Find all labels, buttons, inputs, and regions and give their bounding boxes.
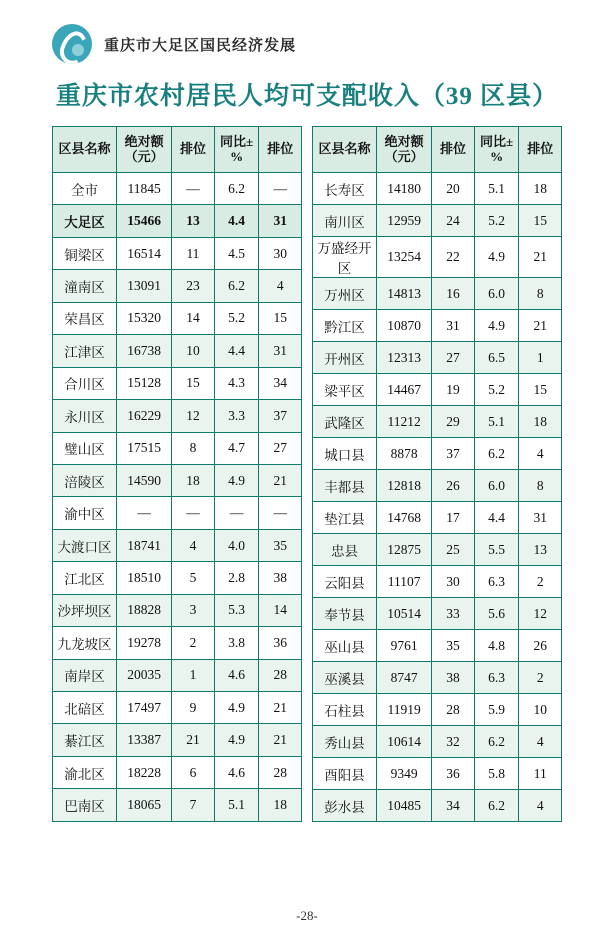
cell-absolute-value: 17515 xyxy=(116,432,171,464)
cell-district-name: 忠县 xyxy=(313,534,377,566)
cell-district-name: 彭水县 xyxy=(313,790,377,822)
column-header-rank: 排位 xyxy=(172,127,215,173)
cell-yoy: 6.0 xyxy=(474,470,519,502)
cell-district-name: 城口县 xyxy=(313,438,377,470)
cell-absolute-value: 15128 xyxy=(116,367,171,399)
cell-rank: 11 xyxy=(172,237,215,269)
cell-rank: 23 xyxy=(172,270,215,302)
cell-yoy-rank: 28 xyxy=(259,756,302,788)
cell-yoy: 4.8 xyxy=(474,630,519,662)
table-row xyxy=(53,302,302,334)
column-header-name: 区县名称 xyxy=(313,127,377,173)
organization-name: 重庆市大足区国民经济发展 xyxy=(104,37,297,54)
cell-district-name: 万盛经开区 xyxy=(313,237,377,278)
cell-yoy-rank: 4 xyxy=(259,270,302,302)
cell-yoy-rank: 31 xyxy=(259,335,302,367)
cell-yoy-rank: 12 xyxy=(519,598,562,630)
cell-yoy-rank: 15 xyxy=(259,302,302,334)
cell-district-name: 石柱县 xyxy=(313,694,377,726)
cell-rank: — xyxy=(172,497,215,529)
cell-absolute-value: 12313 xyxy=(376,342,431,374)
cell-yoy: 6.2 xyxy=(214,270,259,302)
table-row xyxy=(53,562,302,594)
table-row xyxy=(53,529,302,561)
cell-yoy: — xyxy=(214,497,259,529)
cell-rank: 7 xyxy=(172,789,215,822)
cell-rank: 18 xyxy=(172,464,215,496)
cell-absolute-value: 11107 xyxy=(376,566,431,598)
tables-container xyxy=(0,126,614,822)
cell-absolute-value: 12875 xyxy=(376,534,431,566)
cell-yoy: 4.9 xyxy=(214,692,259,724)
cell-district-name: 垫江县 xyxy=(313,502,377,534)
cell-rank: 33 xyxy=(432,598,475,630)
column-header-yoy: 同比±% xyxy=(474,127,519,173)
cell-yoy-rank: 4 xyxy=(519,790,562,822)
cell-rank: 2 xyxy=(172,627,215,659)
cell-yoy-rank: 15 xyxy=(519,205,562,237)
cell-district-name: 黔江区 xyxy=(313,310,377,342)
cell-district-name: 开州区 xyxy=(313,342,377,374)
cell-rank: 21 xyxy=(172,724,215,756)
cell-rank: 24 xyxy=(432,205,475,237)
cell-yoy: 6.2 xyxy=(214,173,259,205)
cell-rank: 38 xyxy=(432,662,475,694)
cell-yoy-rank: 11 xyxy=(519,758,562,790)
cell-rank: 6 xyxy=(172,756,215,788)
cell-yoy-rank: 21 xyxy=(259,464,302,496)
cell-yoy: 4.9 xyxy=(214,464,259,496)
table-row xyxy=(313,374,562,406)
cell-yoy: 3.8 xyxy=(214,627,259,659)
cell-yoy-rank: 18 xyxy=(519,406,562,438)
cell-yoy-rank: 13 xyxy=(519,534,562,566)
cell-absolute-value: 13387 xyxy=(116,724,171,756)
cell-rank: 13 xyxy=(172,205,215,237)
cell-district-name: 渝北区 xyxy=(53,756,117,788)
cell-district-name: 綦江区 xyxy=(53,724,117,756)
cell-absolute-value: 16738 xyxy=(116,335,171,367)
cell-yoy: 5.1 xyxy=(474,406,519,438)
table-header-row xyxy=(313,127,562,173)
cell-yoy: 5.6 xyxy=(474,598,519,630)
cell-yoy: 5.3 xyxy=(214,594,259,626)
cell-yoy-rank: 34 xyxy=(259,367,302,399)
cell-rank: 35 xyxy=(432,630,475,662)
cell-rank: 4 xyxy=(172,529,215,561)
cell-absolute-value: 18828 xyxy=(116,594,171,626)
cell-absolute-value: 11845 xyxy=(116,173,171,205)
cell-district-name: 璧山区 xyxy=(53,432,117,464)
cell-yoy: 6.2 xyxy=(474,790,519,822)
cell-yoy: 5.2 xyxy=(474,374,519,406)
left-data-table xyxy=(52,126,302,822)
cell-district-name: 云阳县 xyxy=(313,566,377,598)
cell-rank: 9 xyxy=(172,692,215,724)
cell-yoy-rank: 31 xyxy=(519,502,562,534)
cell-yoy: 4.0 xyxy=(214,529,259,561)
cell-absolute-value: 14590 xyxy=(116,464,171,496)
cell-yoy-rank: 18 xyxy=(259,789,302,822)
cell-absolute-value: 10514 xyxy=(376,598,431,630)
cell-yoy: 4.4 xyxy=(214,205,259,237)
table-row xyxy=(313,205,562,237)
cell-yoy: 4.9 xyxy=(214,724,259,756)
cell-rank: 17 xyxy=(432,502,475,534)
cell-yoy: 4.9 xyxy=(474,237,519,278)
cell-district-name: 大渡口区 xyxy=(53,529,117,561)
cell-district-name: 酉阳县 xyxy=(313,758,377,790)
cell-absolute-value: 9349 xyxy=(376,758,431,790)
water-drop-circle-icon xyxy=(52,24,92,64)
cell-yoy-rank: 21 xyxy=(519,310,562,342)
cell-rank: 19 xyxy=(432,374,475,406)
cell-rank: 3 xyxy=(172,594,215,626)
cell-yoy-rank: 35 xyxy=(259,529,302,561)
column-header-rank2: 排位 xyxy=(519,127,562,173)
cell-absolute-value: 11212 xyxy=(376,406,431,438)
table-row xyxy=(313,470,562,502)
cell-absolute-value: 18065 xyxy=(116,789,171,822)
table-row xyxy=(53,756,302,788)
cell-rank: 12 xyxy=(172,400,215,432)
page-number: -28- xyxy=(296,908,318,923)
cell-yoy-rank: 1 xyxy=(519,342,562,374)
cell-district-name: 丰都县 xyxy=(313,470,377,502)
cell-rank: 30 xyxy=(432,566,475,598)
table-row xyxy=(53,432,302,464)
table-row xyxy=(313,310,562,342)
cell-yoy: 5.2 xyxy=(214,302,259,334)
cell-rank: 15 xyxy=(172,367,215,399)
cell-yoy-rank: 31 xyxy=(259,205,302,237)
cell-yoy: 4.6 xyxy=(214,659,259,691)
table-row xyxy=(53,497,302,529)
table-row xyxy=(53,367,302,399)
right-data-table xyxy=(312,126,562,822)
table-row xyxy=(313,438,562,470)
cell-district-name: 奉节县 xyxy=(313,598,377,630)
cell-absolute-value: 12818 xyxy=(376,470,431,502)
cell-absolute-value: 10485 xyxy=(376,790,431,822)
cell-district-name: 秀山县 xyxy=(313,726,377,758)
cell-district-name: 大足区 xyxy=(53,205,117,237)
table-row xyxy=(53,627,302,659)
cell-yoy-rank: 4 xyxy=(519,726,562,758)
cell-district-name: 南川区 xyxy=(313,205,377,237)
cell-absolute-value: 14813 xyxy=(376,278,431,310)
table-row xyxy=(313,502,562,534)
cell-district-name: 永川区 xyxy=(53,400,117,432)
cell-yoy: 6.2 xyxy=(474,438,519,470)
cell-absolute-value: 11919 xyxy=(376,694,431,726)
table-row xyxy=(313,758,562,790)
cell-district-name: 全市 xyxy=(53,173,117,205)
table-row xyxy=(313,598,562,630)
cell-absolute-value: 13254 xyxy=(376,237,431,278)
table-row xyxy=(53,659,302,691)
cell-absolute-value: 18741 xyxy=(116,529,171,561)
right-table-body xyxy=(313,173,562,822)
table-row xyxy=(53,335,302,367)
cell-rank: 1 xyxy=(172,659,215,691)
cell-absolute-value: 10870 xyxy=(376,310,431,342)
cell-district-name: 南岸区 xyxy=(53,659,117,691)
table-row xyxy=(53,692,302,724)
cell-district-name: 沙坪坝区 xyxy=(53,594,117,626)
cell-yoy-rank: — xyxy=(259,173,302,205)
cell-yoy-rank: 21 xyxy=(259,724,302,756)
cell-rank: 37 xyxy=(432,438,475,470)
cell-district-name: 北碚区 xyxy=(53,692,117,724)
cell-yoy-rank: 21 xyxy=(259,692,302,724)
cell-absolute-value: 16229 xyxy=(116,400,171,432)
table-row xyxy=(313,173,562,205)
cell-yoy-rank: 15 xyxy=(519,374,562,406)
cell-yoy-rank: 18 xyxy=(519,173,562,205)
cell-district-name: 合川区 xyxy=(53,367,117,399)
cell-absolute-value: 14467 xyxy=(376,374,431,406)
cell-yoy: 5.9 xyxy=(474,694,519,726)
cell-rank: 16 xyxy=(432,278,475,310)
table-row xyxy=(313,406,562,438)
table-row xyxy=(53,464,302,496)
column-header-rank2: 排位 xyxy=(259,127,302,173)
cell-yoy: 4.5 xyxy=(214,237,259,269)
cell-district-name: 九龙坡区 xyxy=(53,627,117,659)
cell-absolute-value: 13091 xyxy=(116,270,171,302)
cell-absolute-value: 15466 xyxy=(116,205,171,237)
cell-district-name: 梁平区 xyxy=(313,374,377,406)
cell-district-name: 巫山县 xyxy=(313,630,377,662)
cell-district-name: 荣昌区 xyxy=(53,302,117,334)
cell-district-name: 江津区 xyxy=(53,335,117,367)
column-header-name: 区县名称 xyxy=(53,127,117,173)
cell-absolute-value: 17497 xyxy=(116,692,171,724)
cell-rank: 28 xyxy=(432,694,475,726)
cell-absolute-value: 18510 xyxy=(116,562,171,594)
cell-absolute-value: 20035 xyxy=(116,659,171,691)
cell-yoy-rank: 30 xyxy=(259,237,302,269)
cell-yoy-rank: 2 xyxy=(519,566,562,598)
cell-district-name: 铜梁区 xyxy=(53,237,117,269)
table-row xyxy=(53,400,302,432)
cell-rank: 10 xyxy=(172,335,215,367)
cell-yoy-rank: 38 xyxy=(259,562,302,594)
cell-district-name: 潼南区 xyxy=(53,270,117,302)
table-row xyxy=(313,534,562,566)
cell-yoy: 6.2 xyxy=(474,726,519,758)
cell-yoy-rank: 4 xyxy=(519,438,562,470)
cell-yoy-rank: 8 xyxy=(519,278,562,310)
table-row xyxy=(313,237,562,278)
table-row xyxy=(313,726,562,758)
cell-yoy-rank: 27 xyxy=(259,432,302,464)
cell-district-name: 武隆区 xyxy=(313,406,377,438)
cell-yoy-rank: 8 xyxy=(519,470,562,502)
cell-yoy: 2.8 xyxy=(214,562,259,594)
cell-absolute-value: 16514 xyxy=(116,237,171,269)
cell-yoy-rank: — xyxy=(259,497,302,529)
page-title: 重庆市农村居民人均可支配收入（39 区县） xyxy=(55,83,559,110)
cell-rank: 32 xyxy=(432,726,475,758)
cell-district-name: 万州区 xyxy=(313,278,377,310)
cell-rank: 25 xyxy=(432,534,475,566)
cell-yoy: 4.4 xyxy=(214,335,259,367)
table-row xyxy=(313,278,562,310)
cell-absolute-value: 8747 xyxy=(376,662,431,694)
cell-yoy: 5.1 xyxy=(214,789,259,822)
cell-yoy-rank: 28 xyxy=(259,659,302,691)
cell-yoy: 4.9 xyxy=(474,310,519,342)
cell-absolute-value: 12959 xyxy=(376,205,431,237)
cell-yoy: 6.3 xyxy=(474,566,519,598)
cell-yoy: 5.8 xyxy=(474,758,519,790)
cell-district-name: 巴南区 xyxy=(53,789,117,822)
cell-yoy: 4.7 xyxy=(214,432,259,464)
cell-absolute-value: 14768 xyxy=(376,502,431,534)
cell-rank: 27 xyxy=(432,342,475,374)
cell-yoy: 4.6 xyxy=(214,756,259,788)
column-header-absolute: 绝对额（元） xyxy=(376,127,431,173)
cell-rank: 36 xyxy=(432,758,475,790)
table-row xyxy=(313,662,562,694)
table-header-row xyxy=(53,127,302,173)
document-header xyxy=(0,0,614,58)
cell-district-name: 渝中区 xyxy=(53,497,117,529)
cell-yoy-rank: 36 xyxy=(259,627,302,659)
table-row xyxy=(53,173,302,205)
cell-yoy: 6.0 xyxy=(474,278,519,310)
cell-absolute-value: 19278 xyxy=(116,627,171,659)
table-row xyxy=(53,270,302,302)
cell-absolute-value: 9761 xyxy=(376,630,431,662)
column-header-absolute: 绝对额（元） xyxy=(116,127,171,173)
cell-rank: 29 xyxy=(432,406,475,438)
cell-absolute-value: 8878 xyxy=(376,438,431,470)
cell-yoy-rank: 2 xyxy=(519,662,562,694)
cell-rank: 8 xyxy=(172,432,215,464)
cell-rank: 22 xyxy=(432,237,475,278)
cell-rank: 26 xyxy=(432,470,475,502)
cell-yoy: 4.3 xyxy=(214,367,259,399)
cell-rank: 31 xyxy=(432,310,475,342)
column-header-rank: 排位 xyxy=(432,127,475,173)
cell-absolute-value: 18228 xyxy=(116,756,171,788)
cell-yoy-rank: 10 xyxy=(519,694,562,726)
cell-yoy: 5.2 xyxy=(474,205,519,237)
cell-rank: — xyxy=(172,173,215,205)
table-row xyxy=(53,237,302,269)
cell-rank: 5 xyxy=(172,562,215,594)
cell-rank: 20 xyxy=(432,173,475,205)
table-row xyxy=(53,594,302,626)
cell-rank: 14 xyxy=(172,302,215,334)
cell-yoy-rank: 37 xyxy=(259,400,302,432)
table-row xyxy=(313,630,562,662)
cell-yoy-rank: 21 xyxy=(519,237,562,278)
table-row xyxy=(313,566,562,598)
cell-district-name: 涪陵区 xyxy=(53,464,117,496)
cell-yoy: 5.5 xyxy=(474,534,519,566)
table-row xyxy=(313,342,562,374)
table-row xyxy=(313,694,562,726)
table-row xyxy=(53,724,302,756)
table-row xyxy=(53,205,302,237)
cell-absolute-value: 14180 xyxy=(376,173,431,205)
cell-yoy: 6.5 xyxy=(474,342,519,374)
left-table-body xyxy=(53,173,302,822)
cell-yoy-rank: 26 xyxy=(519,630,562,662)
cell-yoy: 6.3 xyxy=(474,662,519,694)
cell-district-name: 巫溪县 xyxy=(313,662,377,694)
cell-yoy: 3.3 xyxy=(214,400,259,432)
cell-absolute-value: — xyxy=(116,497,171,529)
cell-district-name: 长寿区 xyxy=(313,173,377,205)
table-row xyxy=(313,790,562,822)
cell-absolute-value: 10614 xyxy=(376,726,431,758)
cell-yoy-rank: 14 xyxy=(259,594,302,626)
cell-yoy: 4.4 xyxy=(474,502,519,534)
table-row xyxy=(53,789,302,822)
column-header-yoy: 同比±% xyxy=(214,127,259,173)
cell-yoy: 5.1 xyxy=(474,173,519,205)
cell-rank: 34 xyxy=(432,790,475,822)
cell-absolute-value: 15320 xyxy=(116,302,171,334)
cell-district-name: 江北区 xyxy=(53,562,117,594)
